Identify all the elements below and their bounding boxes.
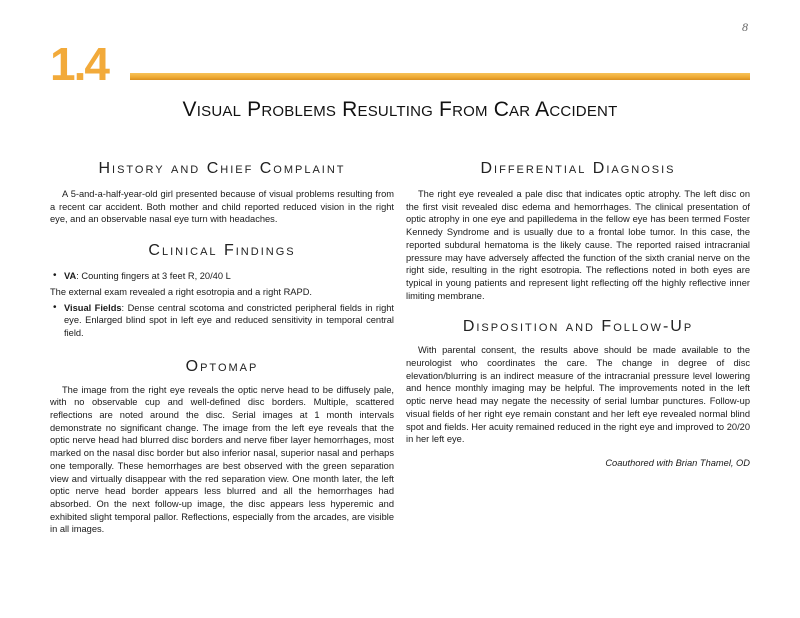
page-number: 8 [742, 20, 748, 34]
clinical-findings-heading: Clinical Findings [148, 242, 296, 260]
disposition-heading: Disposition and Follow-Up [462, 318, 694, 336]
visual-fields-value: : Dense central scotoma and constricted peripheral fields in right eye. Enlarged blind spot in left eye and reduced sensitivity in temporal central field. [64, 302, 394, 338]
chapter-title: Visual Problems Resulting From Car Accident [182, 98, 618, 121]
history-heading: History and Chief Complaint [98, 160, 346, 177]
coauthor-credit: Coauthored with Brian Thamel, OD [605, 457, 750, 468]
differential-heading: Differential Diagnosis [480, 160, 676, 177]
right-column [406, 160, 750, 468]
visual-fields-item [50, 302, 394, 340]
optomap-heading: Optomap [185, 357, 259, 375]
history-text: A 5-and-a-half-year-old girl presented because of visual problems resulting from a recent car accident. Both mother and child reported reduced vision in the right eye, and an observable nasal eye turn with headaches. [50, 189, 394, 225]
differential-text: The right eye revealed a pale disc that indicates optic atrophy. The left disc on the first visit revealed disc edema and hemorrhages. The clinical presentation of optic atrophy in one eye and papilledema in the fellow eye has been termed Foster Kennedy Syndrome and is usually due to a frontal lobe tumor. In this case, the reported subdural hematoma is the likely cause. The reported raised intracranial pressure may have adversely affected the function of the sixth cranial nerve on the right side, resulting in the right esotropia. The reflections noted in both eyes are typical in young patients and represent light reflecting off the highly reflective inner limiting membrane. [406, 189, 750, 301]
optomap-text: The image from the right eye reveals the optic nerve head to be diffusely pale, with no observable cup and well-defined disc borders. Multiple, scattered reflections are noted around the disc. Serial images at 1 month intervals demonstrate no significant change. The image from the left eye reveals that the optic nerve head had blurred disc borders and nerve fiber layer hemorrhages, most marked on the nasal disc border but also inferior nasal, superior nasal and perhaps one temporally. These hemorrhages are best observed with the green separation view and virtually disappear with the red separation view. One month later, the left optic nerve head border appears less blurred and all the hemorrhages had absorbed. On the next follow-up image, the disc appears less hyperemic and exhibited slight temporal pallor. Reflections, especially from the arcades, are visible in all images. [50, 384, 394, 535]
clinical-findings-list [50, 270, 394, 283]
external-exam-text: The external exam revealed a right esotropia and a right RAPD. [50, 286, 313, 297]
va-label: VA [64, 271, 77, 282]
chapter-rule [130, 73, 750, 80]
disposition-text: With parental consent, the results above should be made available to the neurologist who coordinates the care. The change in degree of disc elevation/blurring is an indirect measure of the intracranial pressure level lowering and hence monthly imaging may be helpful. The improvements noted in the left optic nerve head may negate the necessity of serial lumbar punctures. Follow-up visual fields of her right eye remain constant and her left eye revealed normal blind spot and fields. Her acuity remained reduced in the right eye and improved to 20/20 in her left eye. [406, 345, 750, 445]
va-value: : Counting fingers at 3 feet R, 20/40 L [76, 271, 231, 282]
visual-fields-list [50, 302, 394, 340]
visual-fields-label: Visual Fields [64, 302, 122, 313]
left-column [50, 160, 394, 536]
va-item [50, 270, 394, 283]
chapter-number: 1.4 [50, 38, 108, 90]
